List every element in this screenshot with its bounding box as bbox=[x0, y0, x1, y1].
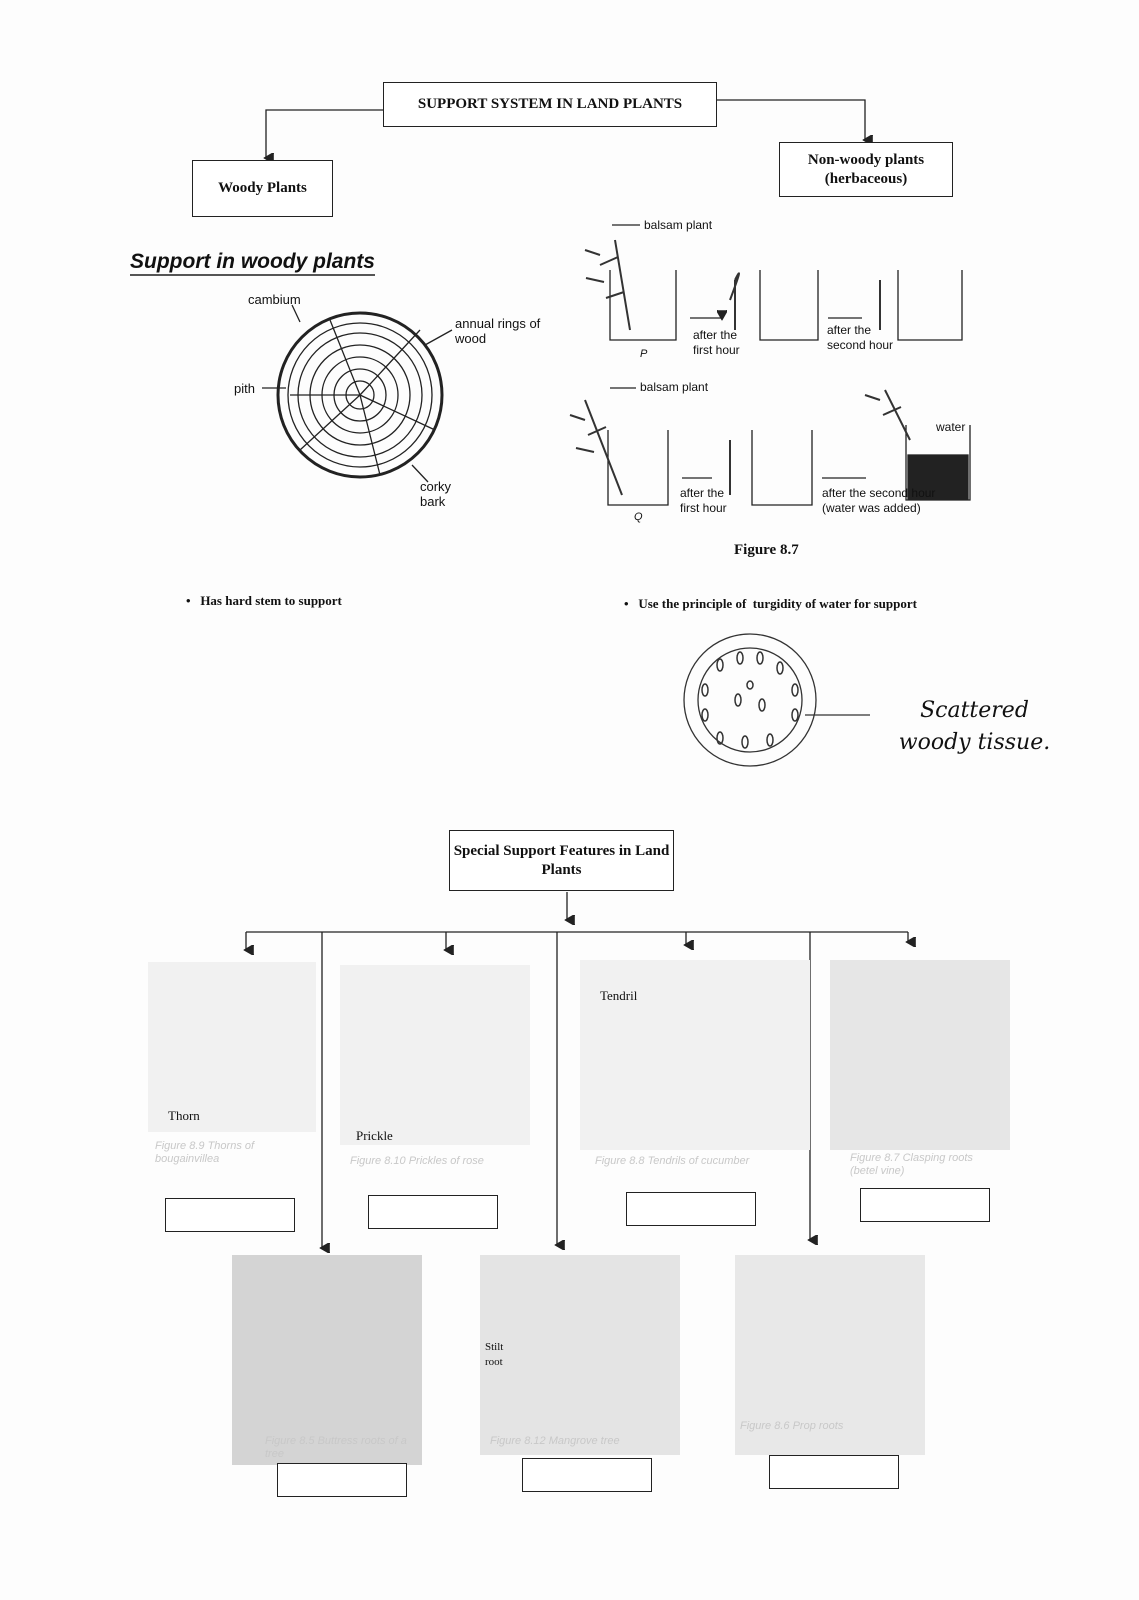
label-corky-bark: corky bark bbox=[420, 479, 452, 509]
beakers bbox=[608, 225, 970, 505]
answer-box-buttress[interactable] bbox=[277, 1463, 407, 1497]
caption-clasping: Figure 8.7 Clasping roots (betel vine) bbox=[850, 1152, 973, 1177]
label-stilt-root: Stilt root bbox=[485, 1341, 504, 1368]
answer-box-prop[interactable] bbox=[769, 1455, 899, 1489]
label-p: P bbox=[640, 348, 648, 360]
nonwoody-bullet-text: Use the principle of turgidity of water for support bbox=[638, 596, 917, 611]
label-bottom-step2: after the second hour (water was added) bbox=[822, 486, 936, 515]
answer-box-prickle[interactable] bbox=[368, 1195, 498, 1229]
caption-mangrove: Figure 8.12 Mangrove tree bbox=[490, 1435, 620, 1447]
caption-buttress: Figure 8.5 Buttress roots of a tree bbox=[265, 1435, 407, 1460]
woody-plants-box: Woody Plants bbox=[192, 160, 333, 217]
caption-tendril: Figure 8.8 Tendrils of cucumber bbox=[595, 1155, 750, 1167]
label-prickle: Prickle bbox=[356, 1128, 393, 1143]
caption-prop: Figure 8.6 Prop roots bbox=[740, 1420, 844, 1432]
label-balsam-bottom: balsam plant bbox=[640, 380, 709, 394]
woody-bullet: • Has hard stem to support bbox=[186, 593, 342, 608]
main-title-box: SUPPORT SYSTEM IN LAND PLANTS bbox=[383, 82, 717, 127]
special-support-title-box: Special Support Features in Land Plants bbox=[449, 830, 674, 891]
clasping-roots-image bbox=[830, 960, 1010, 1150]
label-cambium: cambium bbox=[248, 292, 301, 307]
woody-bullet-text: Has hard stem to support bbox=[200, 593, 342, 608]
balsam-plants bbox=[570, 240, 910, 495]
non-woody-plants-box: Non-woody plants (herbaceous) bbox=[779, 142, 953, 197]
label-annual-rings: annual rings of wood bbox=[455, 316, 541, 346]
label-water: water bbox=[936, 420, 966, 434]
nonwoody-bullet: • Use the principle of turgidity of water for support bbox=[624, 596, 917, 611]
caption-thorn: Figure 8.9 Thorns of bougainvillea bbox=[155, 1140, 255, 1165]
rose-prickle-image bbox=[340, 965, 530, 1145]
label-top-step2: after the second hour bbox=[827, 323, 894, 352]
answer-box-clasping[interactable] bbox=[860, 1188, 990, 1222]
answer-box-tendril[interactable] bbox=[626, 1192, 756, 1226]
herbaceous-stem-cross-section bbox=[684, 634, 870, 766]
answer-box-thorn[interactable] bbox=[165, 1198, 295, 1232]
caption-prickle: Figure 8.10 Prickles of rose bbox=[350, 1155, 484, 1167]
answer-box-stilt[interactable] bbox=[522, 1458, 652, 1492]
handwritten-note: Scattered woody tissue. bbox=[898, 698, 1051, 755]
label-bottom-step1: after the first hour bbox=[680, 486, 727, 515]
label-pith: pith bbox=[234, 381, 255, 396]
label-balsam-top: balsam plant bbox=[644, 218, 713, 232]
label-thorn: Thorn bbox=[168, 1108, 200, 1123]
label-q: Q bbox=[634, 511, 643, 523]
bougainvillea-thorn-image bbox=[148, 962, 316, 1132]
woody-heading: Support in woody plants bbox=[130, 250, 375, 276]
buttress-roots-image bbox=[232, 1255, 422, 1465]
figure-caption: Figure 8.7 bbox=[734, 542, 799, 558]
label-tendril: Tendril bbox=[600, 988, 638, 1003]
wood-cross-section bbox=[262, 305, 452, 482]
label-top-step1: after the first hour bbox=[693, 328, 740, 357]
